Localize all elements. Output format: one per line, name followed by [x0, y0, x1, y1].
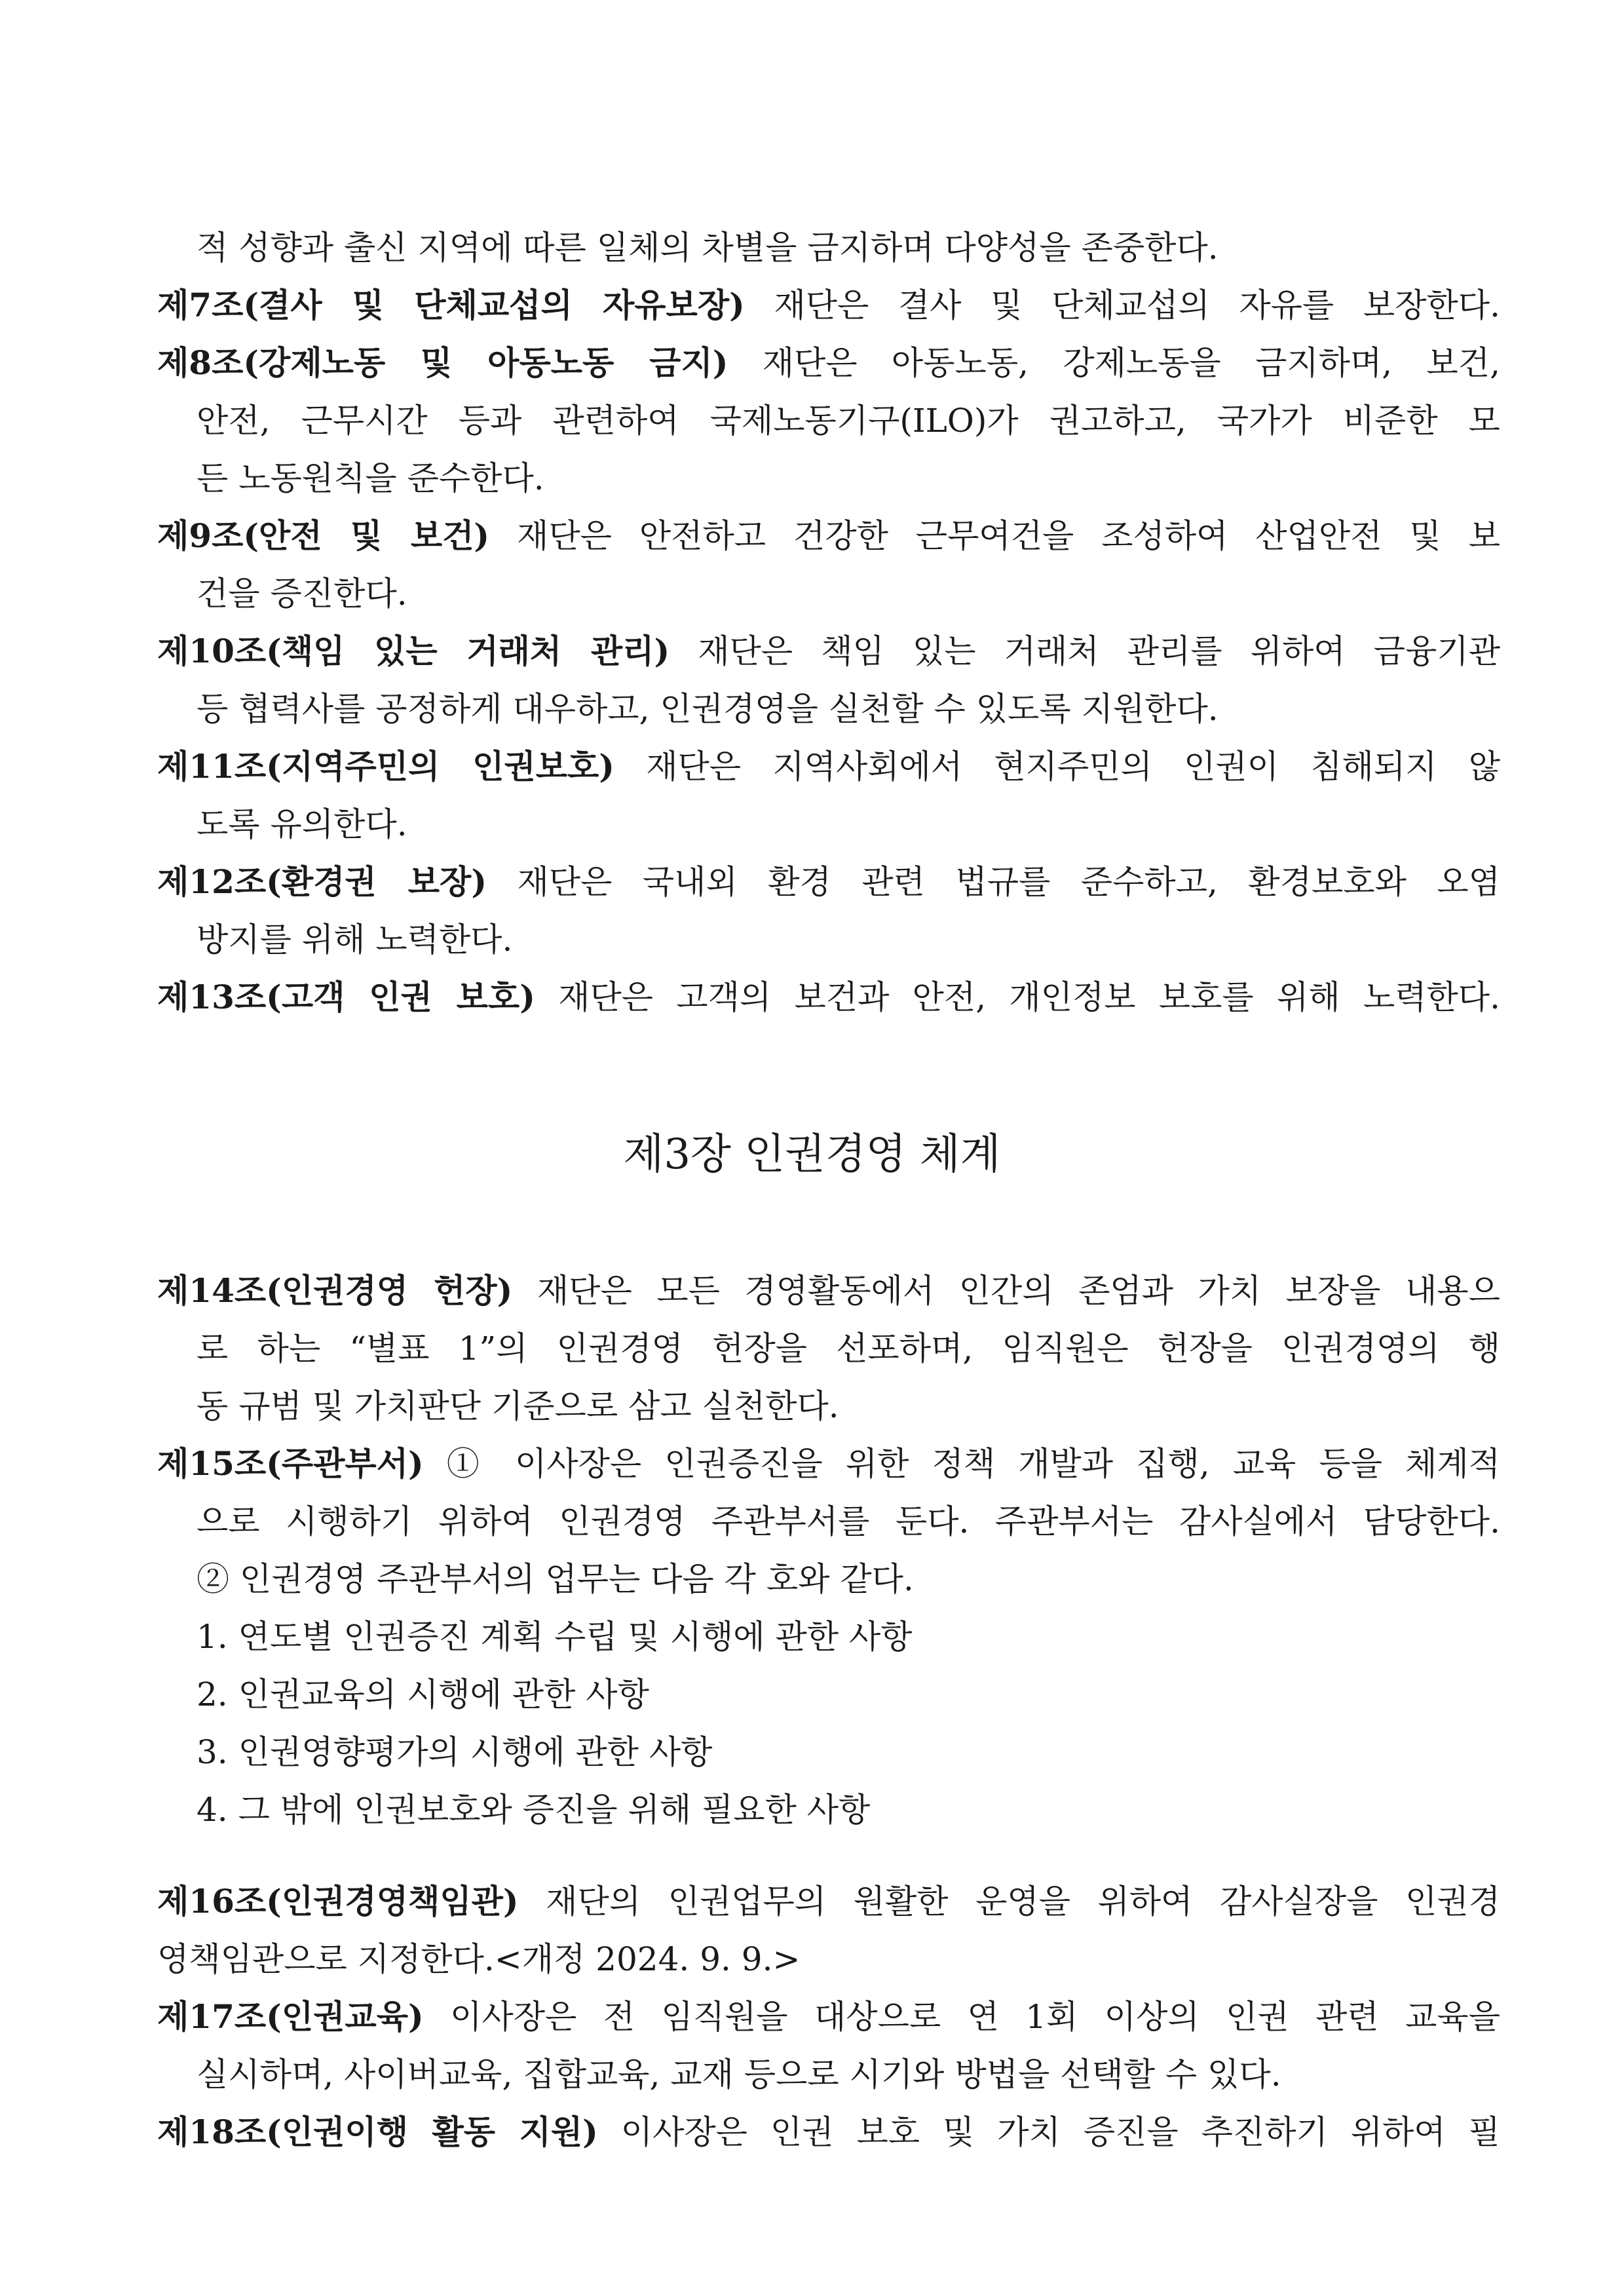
article-heading: 제14조(인권경영 헌장)	[157, 1271, 513, 1310]
article-text: 재단은 아동노동, 강제노동을 금지하며, 보건,	[728, 344, 1500, 382]
text-line	[197, 910, 1500, 969]
article-text: 재단은 고객의 보건과 안전, 개인정보 보호를 위해 노력한다.	[535, 978, 1500, 1016]
line-text: 등 협력사를 공정하게 대우하고, 인권경영을 실천할 수 있도록 지원한다.	[197, 690, 1218, 728]
text-line	[197, 2045, 1500, 2104]
list-item	[197, 1665, 1500, 1724]
line-text: 으로 시행하기 위하여 인권경영 주관부서를 둔다. 주관부서는 감사실에서 담당한다.	[197, 1502, 1500, 1540]
article-heading: 제16조(인권경영책임관)	[157, 1882, 519, 1921]
article-16	[157, 1872, 1500, 1931]
line-text: 1. 연도별 인권증진 계획 수립 및 시행에 관한 사항	[197, 1618, 913, 1656]
line-text: 안전, 근무시간 등과 관련하여 국제노동기구(ILO)가 권고하고, 국가가 비준한 모	[197, 402, 1500, 440]
line-text: 동 규범 및 가치판단 기준으로 삼고 실천한다.	[197, 1387, 839, 1425]
article-heading: 제15조(주관부서)	[157, 1444, 424, 1483]
article-8	[157, 334, 1500, 392]
article-text: 재단은 지역사회에서 현지주민의 인권이 침해되지 않	[614, 748, 1500, 786]
article-heading: 제8조(강제노동 및 아동노동 금지)	[157, 343, 728, 382]
text-line	[197, 679, 1500, 738]
line-text: 건을 증진한다.	[197, 575, 407, 613]
text-line	[197, 449, 1500, 508]
line-text: 4. 그 밖에 인권보호와 증진을 위해 필요한 사항	[197, 1791, 871, 1829]
text-line	[197, 1550, 1500, 1609]
article-heading: 제12조(환경권 보장)	[157, 862, 487, 901]
line-text: ② 인권경영 주관부서의 업무는 다음 각 호와 같다.	[197, 1560, 914, 1598]
line-text: 실시하며, 사이버교육, 집합교육, 교재 등으로 시기와 방법을 선택할 수 있다.	[197, 2056, 1281, 2094]
article-text: 재단은 책임 있는 거래처 관리를 위하여 금융기관	[670, 632, 1500, 670]
line-text: 적 성향과 출신 지역에 따른 일체의 차별을 금지하며 다양성을 존중한다.	[197, 229, 1218, 267]
article-text: 이사장은 전 임직원을 대상으로 연 1회 이상의 인권 관련 교육을	[423, 1998, 1500, 2036]
text-line	[197, 1319, 1500, 1378]
text-line	[197, 795, 1500, 854]
list-item	[197, 1607, 1500, 1666]
text-line	[0, 218, 1624, 277]
article-text: 재단의 인권업무의 원활한 운영을 위하여 감사실장을 인권경	[518, 1883, 1500, 1921]
line-text: 도록 유의한다.	[197, 805, 407, 843]
text-line	[197, 1377, 1500, 1436]
article-heading: 제10조(책임 있는 거래처 관리)	[157, 632, 670, 670]
text-line	[197, 1492, 1500, 1551]
article-text: 재단은 결사 및 단체교섭의 자유를 보장한다.	[744, 286, 1500, 324]
article-12	[157, 852, 1500, 911]
line-text: 영책임관으로 지정한다.<개정 2024. 9. 9.>	[157, 1940, 801, 1978]
article-text: 재단은 안전하고 건강한 근무여건을 조성하여 산업안전 및 보	[489, 517, 1500, 555]
chapter-title: 제3장 인권경영 체계	[623, 1130, 1001, 1179]
article-heading: 제17조(인권교육)	[157, 1997, 424, 2036]
article-7	[157, 276, 1500, 335]
article-15	[157, 1434, 1500, 1493]
article-17	[157, 1987, 1500, 2046]
article-heading: 제18조(인권이행 활동 지원)	[157, 2113, 598, 2151]
article-10	[157, 622, 1500, 681]
line-text: 로 하는 “별표 1”의 인권경영 헌장을 선포하며, 임직원은 헌장을 인권경영의 행	[197, 1330, 1500, 1368]
article-heading: 제11조(지역주민의 인권보호)	[157, 747, 614, 786]
article-heading: 제7조(결사 및 단체교섭의 자유보장)	[157, 286, 745, 324]
text-line	[197, 391, 1500, 450]
article-14	[157, 1261, 1500, 1320]
article-9	[157, 507, 1500, 565]
article-text: 이사장은 인권 보호 및 가치 증진을 추진하기 위하여 필	[597, 2113, 1500, 2151]
article-18	[157, 2103, 1500, 2162]
list-item	[197, 1723, 1500, 1782]
text-line	[197, 564, 1500, 623]
article-text: 재단은 모든 경영활동에서 인간의 존엄과 가치 보장을 내용으	[512, 1272, 1500, 1310]
list-item	[197, 1780, 1500, 1839]
article-11	[157, 737, 1500, 796]
line-text: 든 노동원칙을 준수한다.	[197, 459, 544, 497]
line-text: 3. 인권영향평가의 시행에 관한 사항	[197, 1733, 713, 1771]
article-13	[157, 968, 1500, 1027]
line-text: 2. 인권교육의 시행에 관한 사항	[197, 1675, 649, 1713]
line-text: 방지를 위해 노력한다.	[197, 921, 513, 959]
article-heading: 제9조(안전 및 보건)	[157, 516, 490, 555]
article-text: 재단은 국내외 환경 관련 법규를 준수하고, 환경보호와 오염	[487, 863, 1500, 901]
article-heading: 제13조(고객 인권 보호)	[157, 978, 535, 1016]
text-line	[157, 1930, 1500, 1989]
article-text: ① 이사장은 인권증진을 위한 정책 개발과 집행, 교육 등을 체계적	[423, 1445, 1500, 1483]
